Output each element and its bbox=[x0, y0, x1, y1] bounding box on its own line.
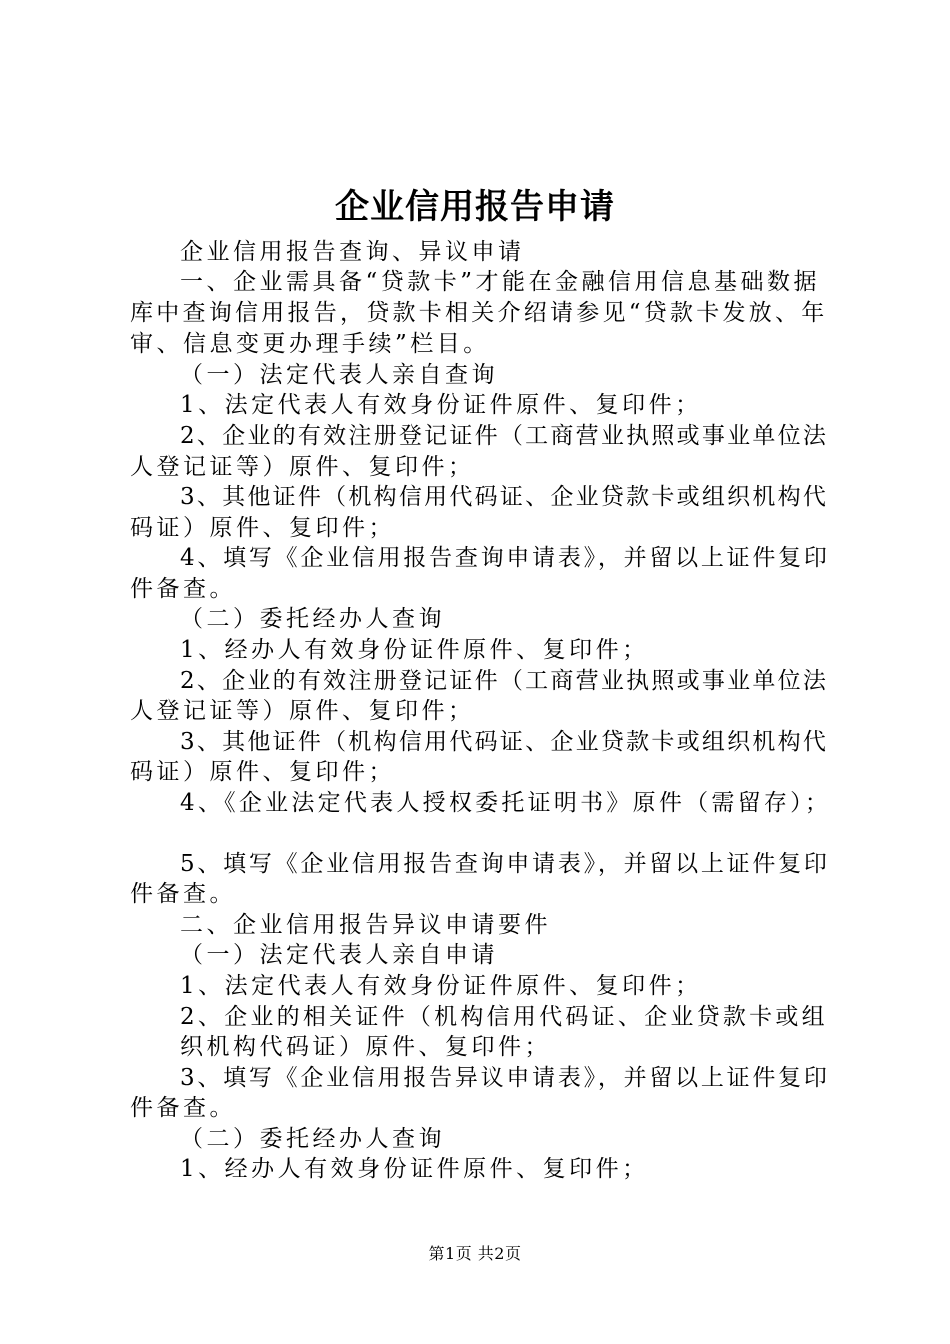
subsection-heading: （一）法定代表人亲自查询 bbox=[180, 362, 498, 388]
list-item-continuation: 织机构代码证）原件、复印件； bbox=[180, 1034, 551, 1060]
list-item-continuation: 人登记证等）原件、复印件； bbox=[130, 454, 475, 480]
list-item: 2、企业的相关证件（机构信用代码证、企业贷款卡或组 bbox=[180, 1004, 828, 1030]
list-item: 5、填写《企业信用报告查询申请表》，并留以上证件复印 bbox=[180, 851, 830, 877]
list-item: 3、其他证件（机构信用代码证、企业贷款卡或组织机构代 bbox=[180, 484, 829, 510]
list-item: 4、《企业法定代表人授权委托证明书》原件（需留存）； bbox=[180, 790, 832, 816]
list-item: 2、企业的有效注册登记证件（工商营业执照或事业单位法 bbox=[180, 668, 829, 694]
subsection-heading: （二）委托经办人查询 bbox=[180, 1126, 445, 1152]
list-item: 3、填写《企业信用报告异议申请表》，并留以上证件复印 bbox=[180, 1065, 830, 1091]
list-item-continuation: 件备查。 bbox=[130, 881, 236, 907]
section-heading: 企业信用报告查询、异议申请 bbox=[180, 239, 525, 265]
list-item-continuation: 件备查。 bbox=[130, 1095, 236, 1121]
document-title: 企业信用报告申请 bbox=[335, 187, 615, 227]
list-item: 2、企业的有效注册登记证件（工商营业执照或事业单位法 bbox=[180, 423, 829, 449]
list-item-continuation: 件备查。 bbox=[130, 576, 236, 602]
paragraph-line: 库中查询信用报告，贷款卡相关介绍请参见“贷款卡发放、年 bbox=[130, 300, 828, 326]
list-item: 1、法定代表人有效身份证件原件、复印件； bbox=[180, 973, 702, 999]
paragraph-line: 一、企业需具备“贷款卡”才能在金融信用信息基础数据 bbox=[180, 269, 821, 295]
paragraph-line: 审、信息变更办理手续”栏目。 bbox=[130, 331, 490, 357]
list-item: 1、经办人有效身份证件原件、复印件； bbox=[180, 637, 649, 663]
list-item-continuation: 码证）原件、复印件； bbox=[130, 515, 395, 541]
list-item: 1、法定代表人有效身份证件原件、复印件； bbox=[180, 392, 702, 418]
subsection-heading: （二）委托经办人查询 bbox=[180, 606, 445, 632]
list-item-continuation: 码证）原件、复印件； bbox=[130, 759, 395, 785]
section-heading: 二、企业信用报告异议申请要件 bbox=[180, 912, 551, 938]
subsection-heading: （一）法定代表人亲自申请 bbox=[180, 942, 498, 968]
page-footer: 第1页 共2页 bbox=[428, 1244, 522, 1263]
list-item: 1、经办人有效身份证件原件、复印件； bbox=[180, 1156, 649, 1182]
list-item-continuation: 人登记证等）原件、复印件； bbox=[130, 698, 475, 724]
list-item: 3、其他证件（机构信用代码证、企业贷款卡或组织机构代 bbox=[180, 729, 829, 755]
list-item: 4、填写《企业信用报告查询申请表》，并留以上证件复印 bbox=[180, 545, 830, 571]
